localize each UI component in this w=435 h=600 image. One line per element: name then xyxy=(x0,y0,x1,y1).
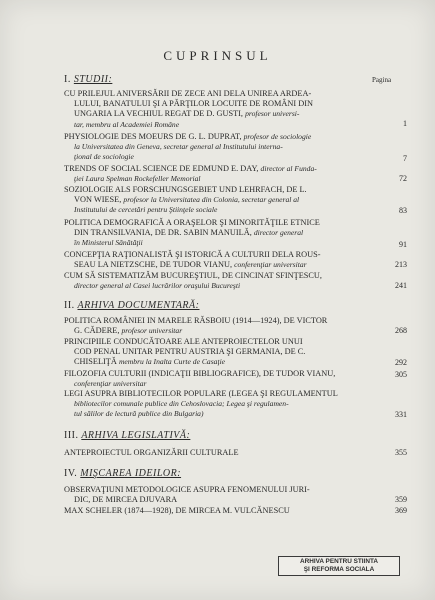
page-number: 72 xyxy=(399,174,407,183)
page-column-label: Pagina xyxy=(372,76,392,84)
toc-entry: SOZIOLOGIE ALS FORSCHUNGSGEBIET UND LEHRFACH, DE L. VON WIESE, profesor la Universitatea din Colonia, secretar general al Institutului de cercetări pentru Ştiinţele sociale xyxy=(64,185,307,215)
page-number: 91 xyxy=(399,240,407,249)
toc-entry: TRENDS OF SOCIAL SCIENCE DE EDMUND E. DAY, director al Funda- ţiei Laura Spelman Rockefeller Memorial xyxy=(64,164,317,184)
toc-entry: POLITICA ROMÂNIEI IN MARELE RĂSBOIU (1914—1924), DE VICTOR G. CĂDERE, profesor universitar xyxy=(64,316,328,336)
library-stamp: ARHIVA PENTRU STIINTA ŞI REFORMA SOCIALA xyxy=(278,556,400,576)
toc-entry: PRINCIPIILE CONDUCĂTOARE ALE ANTEPROIECTELOR UNUI COD PENAL UNITAR PENTRU AUSTRIA ŞI GERMANIA, DE C. CHISELIŢĂ membru la Inalta Curte de Casaţie xyxy=(64,337,306,367)
page-number: 359 xyxy=(395,495,407,504)
toc-entry: MAX SCHELER (1874—1928), DE MIRCEA M. VULCĂNESCU xyxy=(64,506,290,515)
page-number: 1 xyxy=(403,119,407,128)
page-number: 331 xyxy=(395,410,407,419)
toc-entry: PHYSIOLOGIE DES MOEURS DE G. L. DUPRAT, profesor de sociologie la Universitatea din Geneva, secretar general al Institutului interna- ţional de sociologie xyxy=(64,132,312,162)
toc-entry: FILOZOFIA CULTURII (INDICAŢII BIBLIOGRAFICE), DE TUDOR VIANU, conferenţiar universitar xyxy=(64,369,336,389)
section-heading-arhiva-documentara: II. ARHIVA DOCUMENTARĂ: xyxy=(64,300,200,311)
toc-entry: OBSERVAŢIUNI METODOLOGICE ASUPRA FENOMENULUI JURI- DIC, DE MIRCEA DJUVARA xyxy=(64,485,310,505)
page-number: 83 xyxy=(399,206,407,215)
page-number: 355 xyxy=(395,448,407,457)
page-number: 305 xyxy=(395,370,407,379)
page-number: 241 xyxy=(395,281,407,290)
toc-entry: ANTEPROIECTUL ORGANIZĂRII CULTURALE xyxy=(64,448,239,457)
section-heading-studii: I. STUDII: xyxy=(64,74,113,85)
page-number: 369 xyxy=(395,506,407,515)
toc-entry: LEGI ASUPRA BIBLIOTECILOR POPULARE (LEGEA ŞI REGULAMENTUL bibliotecilor comunale publice din Cehoslovacia; Legea şi regulamen- tul sălilor de lectură publice din Bulgaria) xyxy=(64,389,338,419)
toc-entry: CUM SĂ SISTEMATIZĂM BUCUREŞTIUL, DE CINCINAT SFINŢESCU, director general al Casei lucrărilor oraşului Bucureşti xyxy=(64,271,322,291)
page-number: 292 xyxy=(395,358,407,367)
page-title: CUPRINSUL xyxy=(163,48,272,63)
section-heading-miscarea-ideilor: IV. MIŞCAREA IDEILOR: xyxy=(64,468,182,479)
toc-entry: CU PRILEJUL ANIVERSĂRII DE ZECE ANI DELA UNIREA ARDEA- LULUI, BANATULUI ŞI A PĂRŢILOR LOCUITE DE ROMÂNI DIN UNGARIA LA VECHIUL REGAT DE D. GUSTI, profesor universi- tar, membru al Academiei Române xyxy=(64,89,313,129)
section-heading-arhiva-legislativa: III. ARHIVA LEGISLATIVĂ: xyxy=(64,430,191,441)
page-number: 268 xyxy=(395,326,407,335)
page-number: 7 xyxy=(403,154,407,163)
toc-entry: POLITICA DEMOGRAFICĂ A ORAŞELOR ŞI MINORITĂŢILE ETNICE DIN TRANSILVANIA, DE DR. SABIN MANUILĂ, director general în Ministerul Sănătăţii xyxy=(64,218,320,248)
page-number: 213 xyxy=(395,260,407,269)
toc-entry: CONCEPŢIA RAŢIONALISTĂ ŞI ISTORICĂ A CULTURII DELA ROUS- SEAU LA NIETZSCHE, DE TUDOR VIANU, conferenţiar universitar xyxy=(64,250,321,270)
